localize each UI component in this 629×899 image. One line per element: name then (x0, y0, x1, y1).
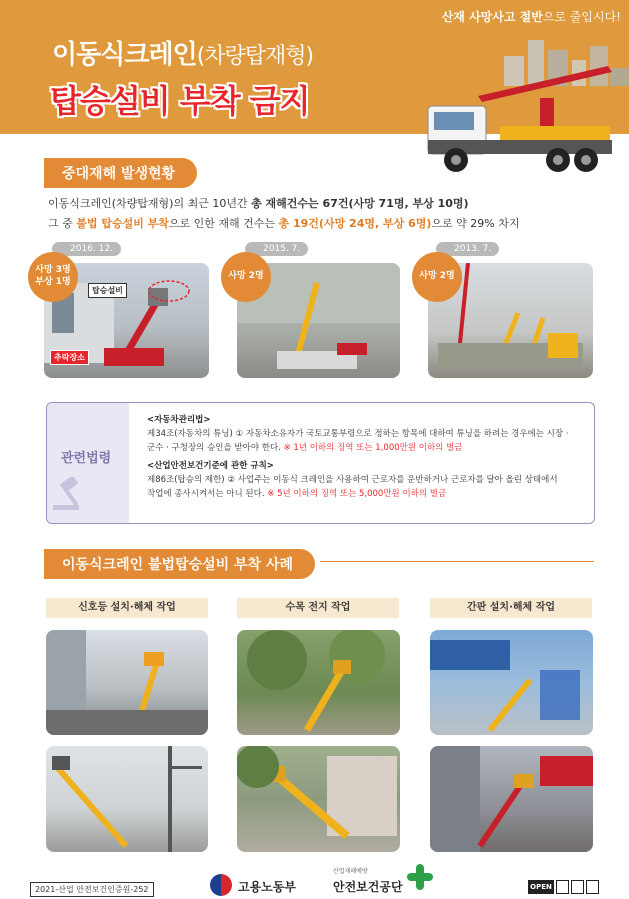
case-photo-sign-1 (430, 630, 593, 735)
accident-stat-line-2: 그 중 불법 탑승설비 부착으로 인한 재해 건수는 총 19건(사망 24명, 부상 6명)으로 약 29% 차지 (48, 217, 520, 230)
law1-line-2: 군수 · 구청장의 승인을 받아야 한다. ※ 1년 이하의 징역 또는 1,000만원 이하의 벌금 (147, 443, 463, 453)
section-heading-accidents: 중대재해 발생현황 (44, 158, 197, 188)
case-photo-tree-2 (237, 746, 400, 852)
case-photo-sign-2 (430, 746, 593, 852)
ministry-logo (210, 874, 310, 896)
incident-date-2: 2015. 7. (245, 242, 308, 256)
section-divider (320, 561, 594, 562)
law1-line-1: 제34조(자동차의 튜닝) ① 자동차소유자가 국토교통부령으로 정하는 항목에 대하여 튜닝을 하려는 경우에는 시장 · (147, 429, 569, 439)
incident-date-1: 2016. 12. (52, 242, 121, 256)
case-heading-sign: 간판 설치·해체 작업 (430, 598, 592, 618)
related-law-text (147, 413, 587, 501)
related-law-sidebar (47, 403, 129, 523)
case-photo-tree-1 (237, 630, 400, 735)
agency-logo (333, 866, 433, 896)
tagline: 산재 사망사고 절반으로 줄입시다! (441, 10, 621, 24)
incident-date-3: 2013. 7. (436, 242, 499, 256)
section-heading-cases: 이동식크레인 불법탑승설비 부착 사례 (44, 549, 315, 579)
accident-stat-line-1: 이동식크레인(차량탑재형)의 최근 10년간 총 재해건수는 67건(사망 71명, 부상 10명) (48, 197, 469, 210)
license-noderivs-icon (586, 880, 599, 894)
open-license-mark (528, 880, 600, 894)
incident-badge-2: 사망 2명 (221, 252, 271, 302)
taegeuk-icon (210, 874, 232, 896)
case-heading-signal: 신호등 설치·해체 작업 (46, 598, 208, 618)
incident-badge-1: 사망 3명 부상 1명 (28, 252, 78, 302)
law1-title: <자동차관리법> (147, 415, 211, 425)
title-warning: 탑승설비 부착 금지 (50, 82, 310, 120)
incident-badge-3: 사망 2명 (412, 252, 462, 302)
incident-tag-platform: 탑승설비 (88, 283, 127, 298)
license-attribution-icon (556, 880, 569, 894)
truck-crane-illustration (408, 40, 629, 190)
law2-line-2: 작업에 종사시켜서는 아니 된다. ※ 5년 이하의 징역 또는 5,000만원 이하의 벌금 (147, 489, 447, 499)
open-label: OPEN (528, 880, 554, 894)
gavel-icon (53, 477, 93, 511)
case-heading-tree: 수목 전지 작업 (237, 598, 399, 618)
case-photo-signal-1 (46, 630, 208, 735)
case-photo-signal-2 (46, 746, 208, 852)
ministry-name: 고용노동부 (238, 880, 296, 894)
law2-title: <산업안전보건기준에 관한 규칙> (147, 461, 274, 471)
related-law-label: 관련법령 (61, 451, 112, 466)
publication-code: 2021-산업 안전보건인증원-252 (30, 882, 154, 897)
law2-line-1: 제86조(탑승의 제한) ② 사업주는 이동식 크레인을 사용하여 근로자를 운반하거나 근로자를 달아 올린 상태에서 (147, 475, 558, 485)
agency-cross-icon (407, 864, 433, 890)
title-main: 이동식크레인(차량탑재형) (52, 40, 314, 70)
agency-subtitle: 산업재해예방 (333, 868, 368, 875)
incident-tag-fall-spot: 추락장소 (50, 350, 89, 365)
license-noncommercial-icon (571, 880, 584, 894)
agency-name: 안전보건공단 (333, 880, 403, 894)
related-law-box (46, 402, 595, 524)
